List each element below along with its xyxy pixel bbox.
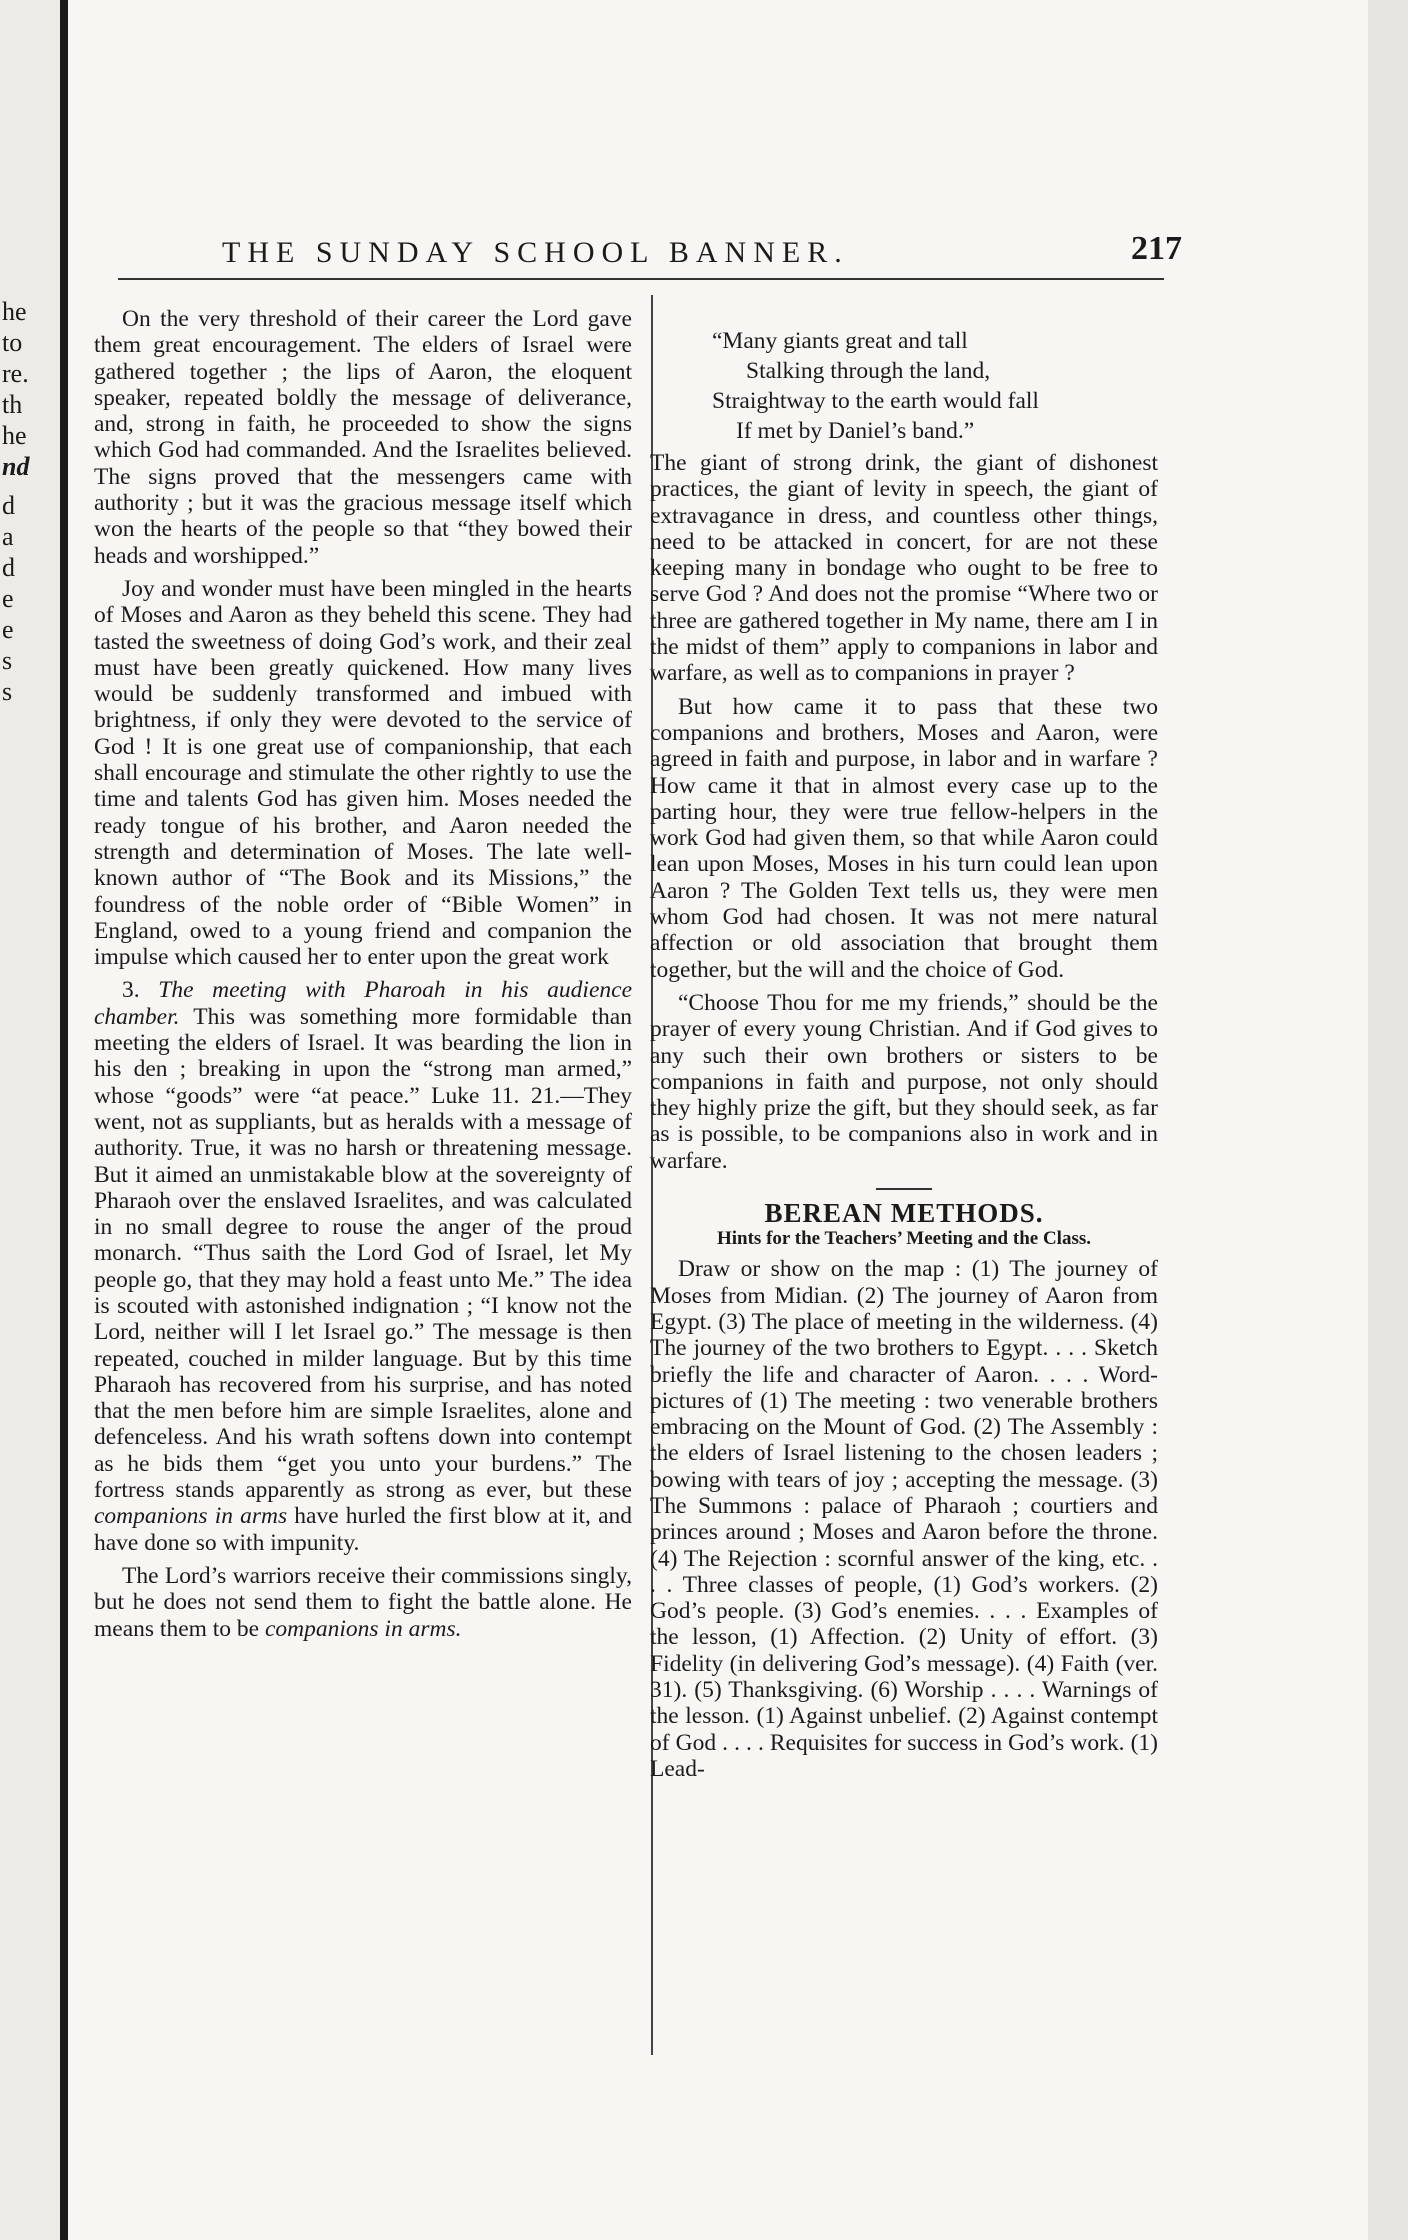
prev-page-fragment: a <box>2 522 14 551</box>
binding-gutter <box>60 0 68 2240</box>
italic-heading: The meeting with Pharoah in his audience chamber. <box>94 977 632 1030</box>
poem-quote <box>650 326 1158 446</box>
prev-page-fragment: re. <box>2 359 29 388</box>
prev-page-fragment: nd <box>2 452 30 481</box>
prev-page-fragment: s <box>2 677 13 706</box>
prev-page-fragment: he <box>2 297 27 326</box>
poem-line: Stalking through the land, <box>746 358 991 384</box>
paragraph: On the very threshold of their career the Lord gave them great encouragement. The elders of Israel were gathered together ; the lips of Aaron, the eloquent speaker, repeated boldly the message of deliverance, and, strong in faith, he proceeded to show the signs which God had commanded. And the Israelites believed. The signs proved that the messengers came with authority ; but it was the gracious message itself which won the hearts of the people so that “they bowed their heads and worshipped.” <box>94 306 632 569</box>
prev-page-fragment: th <box>2 390 23 419</box>
previous-page-edge <box>0 0 60 2240</box>
section-rule <box>876 1188 932 1190</box>
paragraph: Draw or show on the map : (1) The journey of Moses from Midian. (2) The journey of Aaron from Egypt. (3) The place of meeting in the wilderness. (4) The journey of the two brothers to Egypt. . . . Sketch briefly the life and character of Aaron. . . . Word-pictures of (1) The meeting : two venerable brothers embracing on the Mount of God. (2) The Assembly : the elders of Israel listening to the chosen leaders ; bowing with tears of joy ; accepting the message. (3) The Summons : palace of Pharaoh ; courtiers and princes around ; Moses and Aaron before the throne. (4) The Rejection : scornful answer of the king, etc. . . . Three classes of people, (1) God’s workers. (2) God’s people. (3) God’s enemies. . . . Examples of the lesson, (1) Affection. (2) Unity of effort. (3) Fidelity (in delivering God’s message). (4) Faith (ver. 31). (5) Thanksgiving. (6) Worship . . . . Warnings of the lesson. (1) Against unbelief. (2) Against contempt of God . . . . Requisites for success in God’s work. (1) Lead- <box>650 1256 1158 1782</box>
italic-phrase: companions in arms <box>94 1503 288 1530</box>
journal-title: THE SUNDAY SCHOOL BANNER. <box>222 236 849 269</box>
poem-line: If met by Daniel’s band.” <box>736 418 975 444</box>
paragraph: The giant of strong drink, the giant of dishonest practices, the giant of levity in speech, the giant of extravagance in dress, and countless other things, need to be attacked in concert, for are not these keeping many in bondage who ought to be free to serve God ? And does not the promise “Where two or three are gathered together in My name, there am I in the midst of them” apply to companions in labor and warfare, as well as to companions in prayer ? <box>650 450 1158 687</box>
poem-line: Straightway to the earth would fall <box>712 388 1039 414</box>
page-right-edge <box>1368 0 1408 2240</box>
running-header <box>222 230 1182 276</box>
numbered-paragraph <box>94 977 632 1556</box>
left-column <box>94 306 632 1642</box>
prev-page-fragment: e <box>2 584 14 613</box>
poem-line: “Many giants great and tall <box>712 328 968 354</box>
paragraph-number: 3. <box>122 977 140 1004</box>
paragraph: But how came it to pass that these two companions and brothers, Moses and Aaron, were agreed in faith and purpose, in labor and in warfare ? How came it that in almost every case up to the parting hour, they were true fellow-helpers in the work God had given them, so that while Aaron could lean upon Moses, Moses in his turn could lean upon Aaron ? The Golden Text tells us, they were men whom God had chosen. It was not mere natural affection or old association that brought them together, but the will and the choice of God. <box>650 693 1158 983</box>
paragraph: Joy and wonder must have been mingled in the hearts of Moses and Aaron as they beheld this scene. They had tasted the sweetness of doing God’s work, and their zeal must have been greatly quickened. How many lives would be suddenly transformed and imbued with brightness, if only they were devoted to the service of God ! It is one great use of companionship, that each shall encourage and stimulate the other rightly to use the time and talents God has given him. Moses needed the ready tongue of his brother, and Aaron needed the strength and determination of Moses. The late well-known author of “The Book and its Missions,” the foundress of the noble order of “Bible Women” in England, owed to a young friend and companion the impulse which caused her to enter upon the great work <box>94 575 632 971</box>
prev-page-fragment: s <box>2 646 13 675</box>
prev-page-fragment: d <box>2 553 15 582</box>
paragraph <box>94 1563 632 1642</box>
prev-page-fragment: d <box>2 491 15 520</box>
paragraph: “Choose Thou for me my friends,” should be the prayer of every young Christian. And if God gives to any such their own brothers or sisters to be companions in faith and purpose, not only should they highly prize the gift, but they should seek, as far as is possible, to be companions also in work and in warfare. <box>650 989 1158 1174</box>
prev-page-fragment: he <box>2 421 27 450</box>
paragraph-text: have hurled the first blow at it, and have done so with impunity. <box>94 1503 632 1556</box>
prev-page-fragment: e <box>2 615 14 644</box>
page-number: 217 <box>1131 230 1182 267</box>
right-column <box>650 326 1158 1782</box>
paragraph-text: The Lord’s warriors receive their commissions singly, but he does not send them to fight the battle alone. He means them to be <box>94 1562 632 1642</box>
paragraph-text: This was something more formidable than meeting the elders of Israel. It was bearding the lion in his den ; breaking in upon the “strong man armed,” whose “goods” were “at peace.” Luke 11. 21.—They went, not as suppliants, but as heralds with a message of authority. True, it was no harsh or threatening message. But it aimed an unmistakable blow at the sovereignty of Pharaoh over the enslaved Israelites, and was calculated in no small degree to rouse the anger of the proud monarch. “Thus saith the Lord God of Israel, let My people go, that they may hold a feast unto Me.” The idea is scouted with astonished indignation ; “I know not the Lord, neither will I let Israel go.” The message is then repeated, couched in milder language. But by this time Pharaoh has recovered from his surprise, and has noted that the men before him are simple Israelites, alone and defenceless. And his wrath softens down into contempt as he bids them “get you unto your burdens.” The fortress stands apparently as strong as ever, but these <box>94 1003 632 1504</box>
italic-phrase: companions in arms. <box>264 1615 462 1642</box>
prev-page-fragment: to <box>2 328 23 357</box>
header-rule <box>118 278 1164 280</box>
section-title: BEREAN METHODS. <box>764 1198 1044 1229</box>
section-subtitle: Hints for the Teachers’ Meeting and the Class. <box>716 1228 1091 1250</box>
